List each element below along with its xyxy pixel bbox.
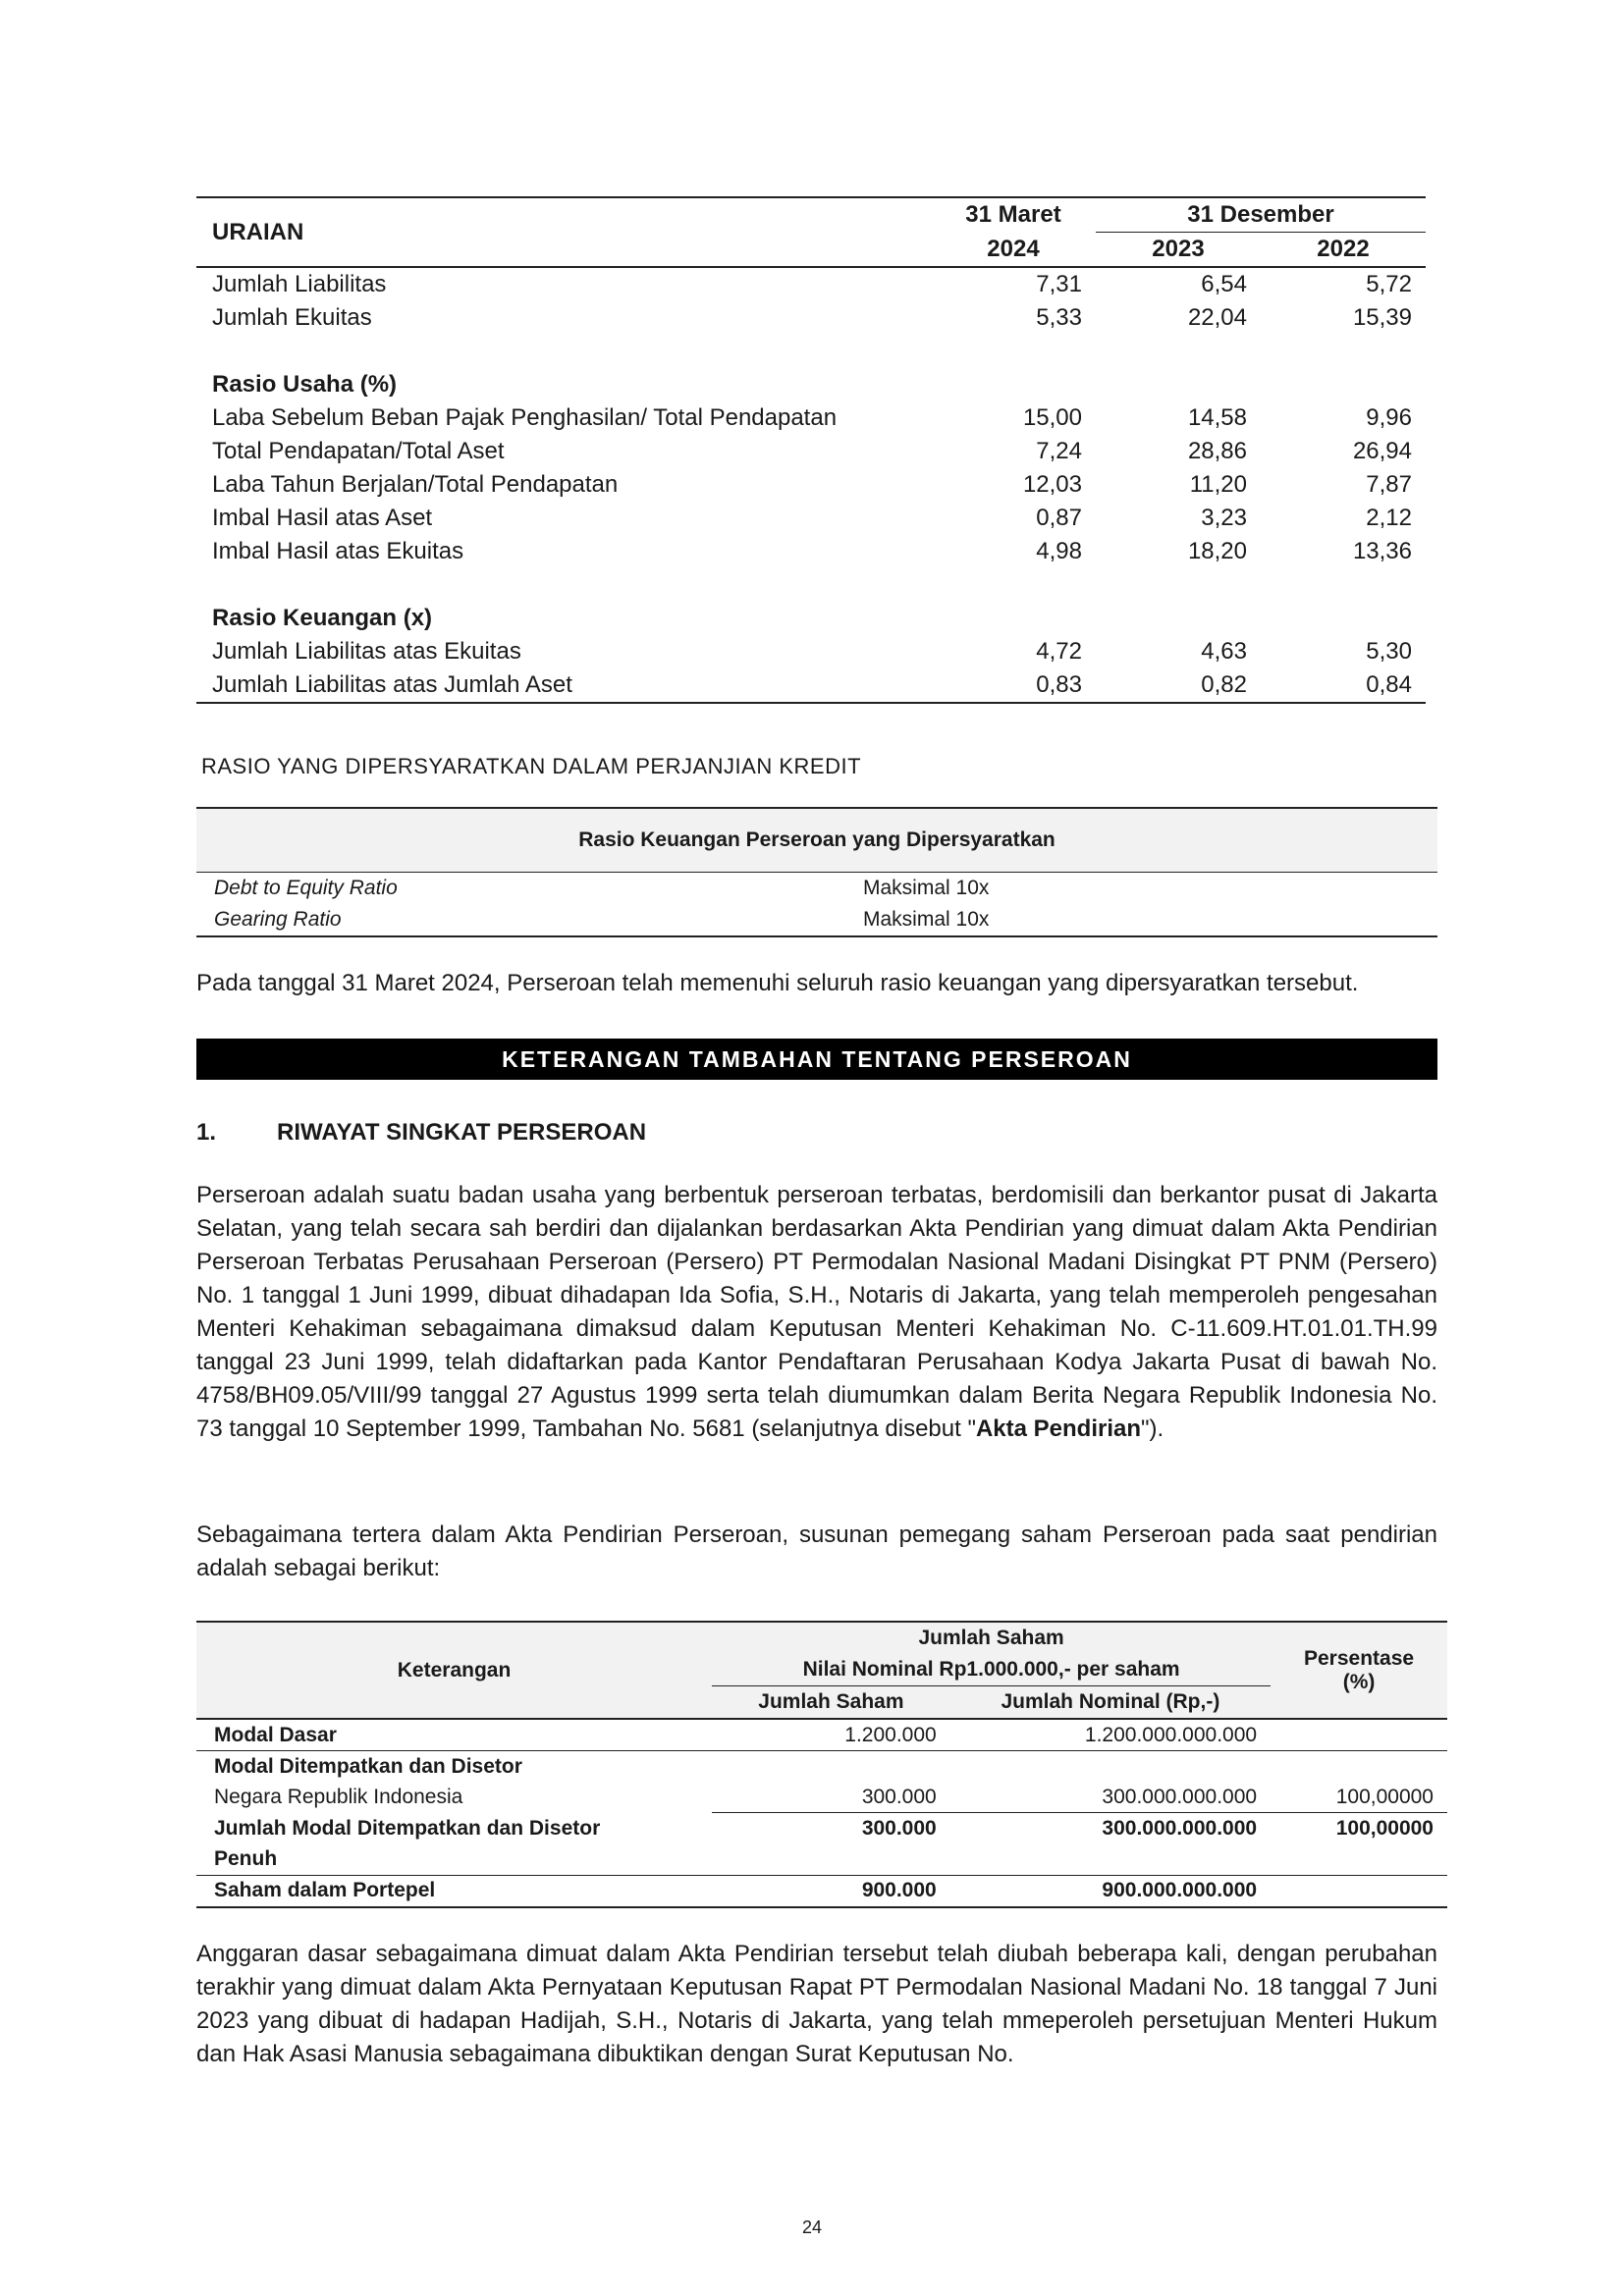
paragraph-text: Perseroan adalah suatu badan usaha yang berbentuk perseroan terbatas, berdomisili dan berkantor pusat di Jakarta Selatan, yang telah secara sah berdiri dan dijalankan berdasarkan Akta Pendirian yang dimuat dalam Akta Pendirian Perseroan Terbatas Perusahaan Perseroan (Persero) PT Permodalan Nasional Madani Disingkat PT PNM (Persero) No. 1 tanggal 1 Juni 1999, dibuat dihadapan Ida Sofia, S.H., Notaris di Jakarta, yang telah memperoleh pengesahan Menteri Kehakiman sebagaimana dimaksud dalam Keputusan Menteri Kehakiman No. C-11.609.HT.01.01.TH.99 tanggal 23 Juni 1999, telah didaftarkan pada Kantor Pendaftaran Perusahaan Kodya Jakarta Pusat di bawah No. 4758/BH09.05/VIII/99 tanggal 27 Agustus 1999 serta telah diumumkan dalam Berita Negara Republik Indonesia No. 73 tanggal 10 September 1999, Tambahan No. 5681 (selanjutnya disebut " [196, 1182, 1437, 1442]
table-row [196, 668, 1426, 703]
paragraph-shareholders-intro: Sebagaimana tertera dalam Akta Pendirian Perseroan, susunan pemegang saham Perseroan pada saat pendirian adalah sebagai berikut: [196, 1522, 1437, 1581]
header-nominal-group: Nilai Nominal Rp1.000.000,- per saham [712, 1654, 1271, 1686]
cell-value: 900.000 [861, 1879, 937, 1901]
table-row [196, 1875, 1447, 1907]
table-row [196, 502, 1426, 535]
table-row [196, 873, 1437, 905]
section-number: 1. [196, 1119, 217, 1146]
cell-value: 0,87 [1036, 505, 1082, 531]
section-title-usaha: Rasio Usaha (%) [212, 371, 398, 398]
row-label: Jumlah Liabilitas [212, 271, 387, 297]
header-31-maret: 31 Maret [965, 201, 1061, 229]
cell-value: 14,58 [1187, 404, 1247, 431]
paragraph-text-end: "). [1141, 1415, 1164, 1442]
row-label: Jumlah Liabilitas atas Jumlah Aset [212, 671, 572, 698]
header-year-2023: 2023 [1152, 236, 1205, 262]
cell-value: 5,72 [1366, 271, 1412, 297]
header-year-2022: 2022 [1317, 236, 1370, 262]
table-row [196, 535, 1426, 568]
header-jumlah-saham: Jumlah Saham [712, 1686, 950, 1720]
section-row [196, 602, 1426, 635]
section-banner: KETERANGAN TAMBAHAN TENTANG PERSEROAN [196, 1039, 1437, 1080]
cell-value: 4,98 [1036, 538, 1082, 564]
requirements-table [196, 807, 1437, 937]
cell-value: 6,54 [1201, 271, 1247, 297]
cell-value: 22,04 [1187, 304, 1247, 331]
requirement-value: Maksimal 10x [794, 904, 1437, 936]
header-keterangan: Keterangan [196, 1622, 712, 1719]
table-row [196, 301, 1426, 335]
header-uraian: URAIAN [212, 218, 304, 245]
cell-value: 900.000.000.000 [1102, 1879, 1258, 1901]
header-jumlah-nominal: Jumlah Nominal (Rp,-) [950, 1686, 1271, 1720]
cell-value: 0,83 [1036, 671, 1082, 698]
row-label: Imbal Hasil atas Ekuitas [212, 538, 464, 564]
table-row [196, 1751, 1447, 1783]
table-row [196, 635, 1426, 668]
row-label: Modal Dasar [214, 1723, 337, 1746]
cell-value: 9,96 [1366, 404, 1412, 431]
row-label: Imbal Hasil atas Aset [212, 505, 433, 531]
cell-value: 100,00000 [1335, 1816, 1434, 1840]
row-label: Jumlah Liabilitas atas Ekuitas [212, 638, 521, 665]
cell-value: 7,31 [1036, 271, 1082, 297]
shareholder-table [196, 1621, 1447, 1908]
cell-value: 0,84 [1366, 671, 1412, 698]
financial-ratio-table [196, 196, 1426, 704]
cell-value: 300.000.000.000 [950, 1782, 1271, 1813]
paragraph-bold-term: Akta Pendirian [975, 1415, 1142, 1442]
table-row [196, 267, 1426, 301]
cell-value: 1.200.000.000.000 [1084, 1723, 1258, 1746]
header-persentase [1271, 1622, 1447, 1719]
cell-value: 7,87 [1366, 471, 1412, 498]
cell-value: 100,00000 [1271, 1782, 1447, 1813]
table-row [196, 468, 1426, 502]
row-label: Total Pendapatan/Total Aset [212, 438, 505, 464]
cell-value: 13,36 [1352, 538, 1412, 564]
requirement-label: Gearing Ratio [196, 904, 794, 936]
row-label: Saham dalam Portepel [214, 1879, 436, 1901]
page-number: 24 [801, 2217, 823, 2237]
table-row [196, 401, 1426, 435]
header-31-desember: 31 Desember [1096, 197, 1426, 233]
requirement-label: Debt to Equity Ratio [214, 877, 398, 899]
requirements-table-header: Rasio Keuangan Perseroan yang Dipersyaratkan [196, 808, 1437, 873]
row-label: Jumlah Ekuitas [212, 304, 372, 331]
cell-value: 4,72 [1036, 638, 1082, 665]
cell-value: 300.000 [712, 1782, 950, 1813]
cell-value: 2,12 [1366, 505, 1412, 531]
cell-value: 12,03 [1022, 471, 1082, 498]
cell-value: 18,20 [1187, 538, 1247, 564]
header-persentase-label: Persentase [1304, 1646, 1415, 1670]
cell-value: 11,20 [1189, 471, 1247, 498]
cell-value: 15,00 [1022, 404, 1082, 431]
cell-value: 4,63 [1201, 638, 1247, 665]
table-row [196, 1844, 1447, 1876]
cell-value: 3,23 [1201, 505, 1247, 531]
header-persentase-unit: (%) [1342, 1670, 1376, 1693]
header-jumlah-saham-group: Jumlah Saham [712, 1622, 1271, 1654]
cell-value: 300.000.000.000 [1102, 1816, 1258, 1840]
cell-value: 5,33 [1036, 304, 1082, 331]
table-row [196, 904, 1437, 936]
row-label: Modal Ditempatkan dan Disetor [214, 1754, 522, 1778]
paragraph-articles-amendment: Anggaran dasar sebagaimana dimuat dalam Akta Pendirian tersebut telah diubah beberapa kali, dengan perubahan terakhir yang dimuat dalam Akta Pernyataan Keputusan Rapat PT Permodalan Nasional Madani No. 18 tanggal 7 Juni 2023 yang dibuat di hadapan Hadijah, S.H., Notaris di Jakarta, yang telah mmeperoleh persetujuan Menteri Hukum dan Hak Asasi Manusia sebagaimana dibuktikan dengan Surat Keputusan No. [196, 1941, 1437, 2067]
row-label: Laba Sebelum Beban Pajak Penghasilan/ Total Pendapatan [212, 404, 838, 431]
row-label-continued: Penuh [214, 1847, 278, 1870]
compliance-statement: Pada tanggal 31 Maret 2024, Perseroan telah memenuhi seluruh rasio keuangan yang dipersyaratkan tersebut. [196, 970, 1359, 996]
row-label: Laba Tahun Berjalan/Total Pendapatan [212, 471, 619, 498]
row-label: Negara Republik Indonesia [214, 1785, 463, 1808]
row-label: Jumlah Modal Ditempatkan dan Disetor [214, 1816, 601, 1840]
section-title: RIWAYAT SINGKAT PERSEROAN [277, 1119, 647, 1146]
cell-value: 1.200.000 [844, 1723, 937, 1746]
cell-value: 26,94 [1352, 438, 1412, 464]
cell-value: 0,82 [1201, 671, 1247, 698]
cell-value: 7,24 [1036, 438, 1082, 464]
table-row [196, 1719, 1447, 1751]
requirements-heading: RASIO YANG DIPERSYARATKAN DALAM PERJANJIAN KREDIT [201, 754, 862, 778]
cell-value: 28,86 [1187, 438, 1247, 464]
section-title-keuangan: Rasio Keuangan (x) [212, 605, 433, 631]
table-row [196, 435, 1426, 468]
cell-value: 5,30 [1366, 638, 1412, 665]
cell-value: 15,39 [1352, 304, 1412, 331]
table-row [196, 1782, 1447, 1813]
paragraph-history [196, 1179, 1437, 1446]
section-row [196, 368, 1426, 401]
cell-value: 300.000 [861, 1816, 937, 1840]
requirement-value: Maksimal 10x [863, 877, 990, 899]
table-row [196, 1813, 1447, 1844]
header-year-2024: 2024 [987, 235, 1040, 262]
